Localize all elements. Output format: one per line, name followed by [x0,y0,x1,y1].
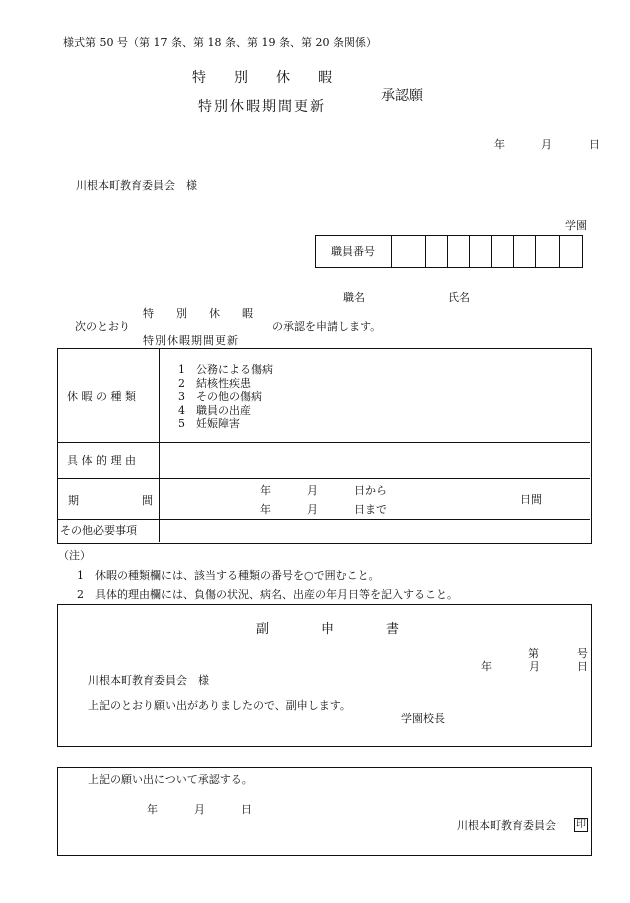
staff-number-digit[interactable] [469,236,470,267]
approval-year: 年 [147,803,158,816]
staff-number-digit[interactable] [535,236,536,267]
other-matters-label: その他必要事項 [60,524,137,537]
approval-text: 上記の願い出について承認する。 [88,773,253,786]
leave-details-table [57,348,592,544]
period-from-day: 日から [354,484,387,497]
school-label: 学園 [565,219,587,232]
endorsement-box [57,604,592,747]
leave-type-item[interactable]: 1 公務による傷病 [178,363,273,376]
title-line-special-leave: 特 別 休 暇 [192,70,332,86]
period-to-month: 月 [307,503,318,516]
period-to-year: 年 [260,503,271,516]
endorsement-text: 上記のとおり願い出がありましたので、副申します。 [88,699,351,712]
endorsement-title: 副 申 書 [256,622,400,637]
notes-header: （注） [58,549,91,562]
date-year-label: 年 [494,138,505,151]
period-days: 日間 [520,493,542,506]
endorsement-number-prefix: 第 [528,647,539,660]
leave-type-item[interactable]: 3 その他の傷病 [178,390,262,403]
leave-type-item[interactable]: 2 結核性疾患 [178,376,251,390]
seal-mark: 印 [576,819,586,830]
endorsement-addressee: 川根本町教育委員会 様 [88,674,209,687]
date-day-label: 日 [589,138,600,151]
period-from-year: 年 [260,484,271,497]
approval-month: 月 [194,803,205,816]
position-label: 職名 [343,291,365,304]
leave-type-list [178,363,273,431]
approval-board: 川根本町教育委員会 [457,819,556,832]
title-line-period-renewal: 特別休暇期間更新 [198,99,326,115]
period-label-first: 期 [68,494,79,507]
leave-type-item[interactable]: 5 妊娠障害 [178,417,240,430]
approval-day: 日 [241,803,252,816]
name-label: 氏名 [448,291,470,304]
other-matters-field[interactable] [161,521,589,541]
staff-number-label: 職員番号 [331,245,375,258]
period-to-day: 日まで [354,503,387,516]
staff-number-digit[interactable] [447,236,448,267]
staff-number-digit[interactable] [425,236,426,267]
request-prefix: 次のとおり [75,320,130,333]
title-suffix: 承認願 [381,88,423,104]
staff-number-digit[interactable] [491,236,492,267]
request-option-special-leave: 特 別 休 暇 [143,307,253,320]
leave-type-label: 休 暇 の 種 類 [67,390,136,403]
request-suffix: の承認を申請します。 [272,320,382,333]
date-month-label: 月 [541,138,552,151]
endorsement-day: 日 [577,660,588,673]
reason-field[interactable] [161,444,589,476]
staff-number-digit[interactable] [559,236,560,267]
principal-label: 学園校長 [401,712,445,725]
endorsement-year: 年 [481,660,492,673]
note-item: 1 休暇の種類欄には、該当する種類の番号を○で囲むこと。 [77,569,380,582]
endorsement-month: 月 [529,660,540,673]
staff-number-box [315,235,583,268]
note-item: 2 具体的理由欄には、負傷の状況、病名、出産の年月日等を記入すること。 [77,588,458,601]
leave-type-item[interactable]: 4 職員の出産 [178,403,251,417]
period-label-second: 間 [142,494,153,507]
addressee: 川根本町教育委員会 様 [76,179,197,192]
request-option-period-renewal: 特別休暇期間更新 [143,334,239,347]
approval-box [57,767,592,856]
period-from-month: 月 [307,484,318,497]
staff-number-digit[interactable] [513,236,514,267]
endorsement-number-suffix: 号 [577,647,588,660]
form-reference: 様式第 50 号（第 17 条、第 18 条、第 19 条、第 20 条関係） [63,36,377,49]
reason-label: 具 体 的 理 由 [67,454,136,467]
